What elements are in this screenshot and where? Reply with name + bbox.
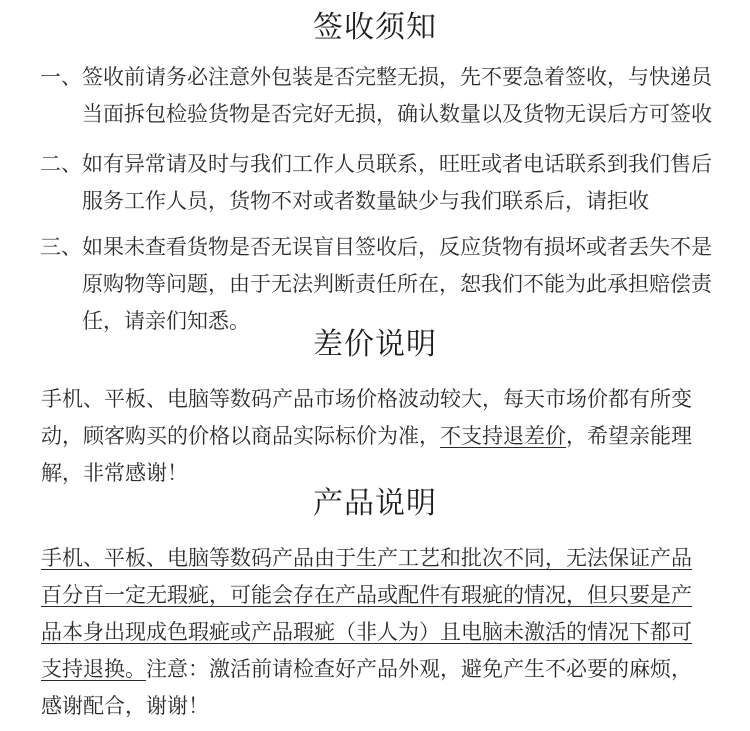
price-difference-paragraph xyxy=(41,381,711,492)
sign-notice-title: 签收须知 xyxy=(313,10,437,45)
no-price-refund-notice: 不支持退差价 xyxy=(440,424,566,448)
sign-notice-item-3 xyxy=(40,229,720,340)
sign-notice-item-1 xyxy=(40,59,720,133)
item-number: 三、 xyxy=(40,235,82,259)
product-activation-note: 注意：激活前请检查好产品外观，避免产生不必要的麻烦，感谢配合，谢谢！ xyxy=(41,657,692,718)
product-description-paragraph xyxy=(41,540,711,725)
item-text: 如果未查看货物是否无误盲目签收后，反应货物有损坏或者丢失不是原购物等问题，由于无法判断责任所在，恕我们不能为此承担赔偿责任，请亲们知悉。 xyxy=(82,235,712,333)
product-defect-policy: 手机、平板、电脑等数码产品由于生产工艺和批次不同，无法保证产品百分百一定无瑕疵，可能会存在产品或配件有瑕疵的情况，但只要是产品本身出现成色瑕疵或产品瑕疵（非人为）且电脑未激活的情况下都可支持退换。 xyxy=(41,546,692,681)
product-description-title: 产品说明 xyxy=(313,486,437,521)
price-difference-title: 差价说明 xyxy=(313,327,437,362)
item-text: 签收前请务必注意外包装是否完整无损，先不要急着签收，与快递员当面拆包检验货物是否完好无损，确认数量以及货物无误后方可签收 xyxy=(82,65,712,126)
price-text-end: ，希望亲能理解，非常感谢！ xyxy=(41,424,692,485)
item-number: 一、 xyxy=(40,65,82,89)
item-number: 二、 xyxy=(40,152,82,176)
item-text: 如有异常请及时与我们工作人员联系，旺旺或者电话联系到我们售后服务工作人员，货物不对或者数量缺少与我们联系后，请拒收 xyxy=(82,152,712,213)
sign-notice-item-2 xyxy=(40,146,720,220)
price-text-start: 手机、平板、电脑等数码产品市场价格波动较大，每天市场价都有所变动，顾客购买的价格以商品实际标价为准， xyxy=(41,387,692,448)
